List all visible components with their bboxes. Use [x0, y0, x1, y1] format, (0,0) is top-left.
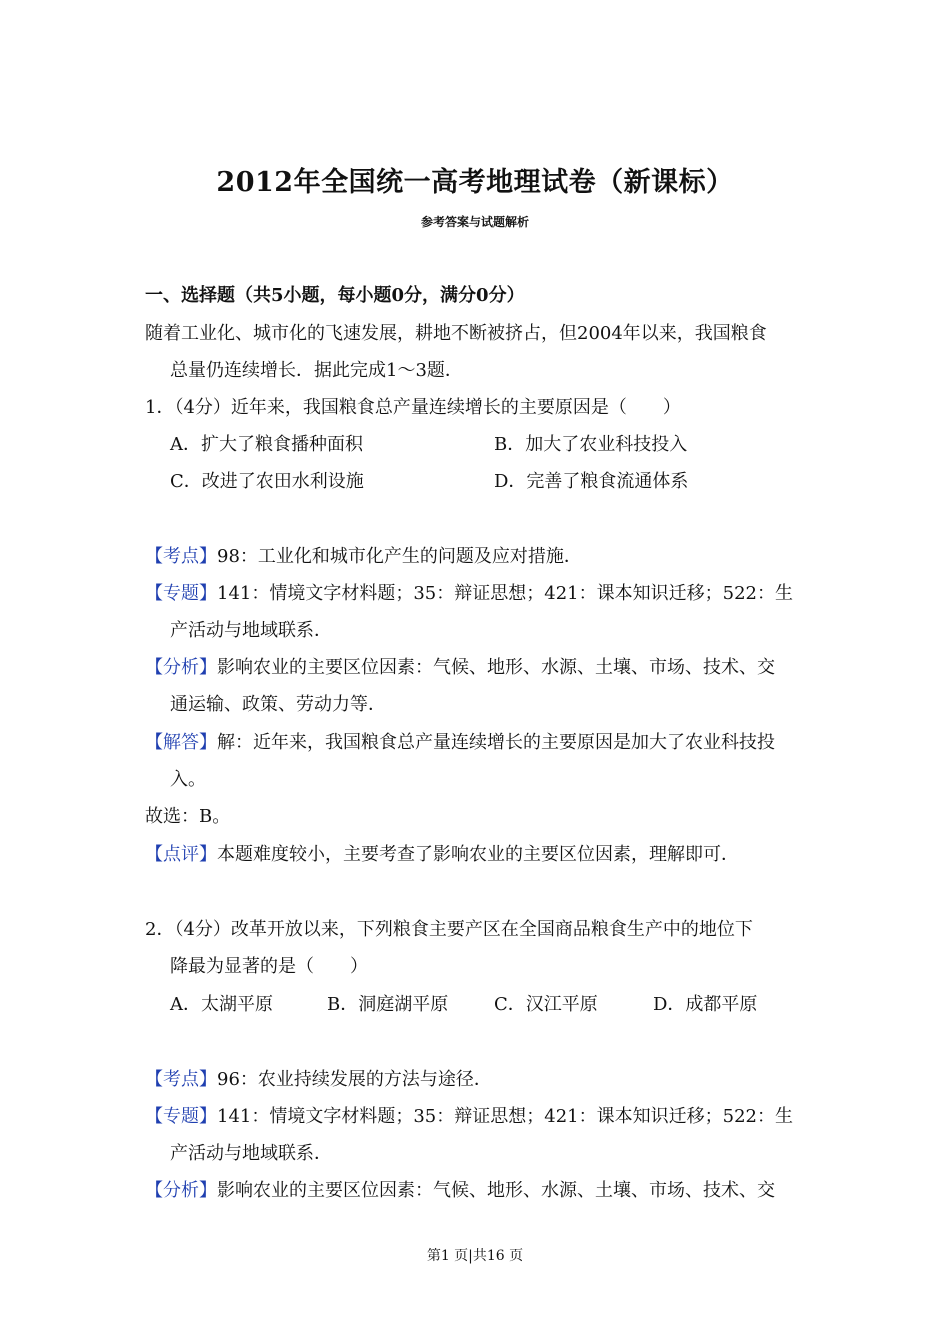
q2-fenxi-line-1: 影响农业的主要区位因素：气候、地形、水源、土壤、市场、技术、交	[217, 1180, 775, 1201]
q1-dianping	[145, 843, 739, 867]
q2-kaodian-text: 96：农业持续发展的方法与途径．	[217, 1069, 492, 1090]
document-title: 2012年全国统一高考地理试卷（新课标）	[216, 167, 734, 198]
q1-fenxi-tag: 【分析】	[145, 657, 217, 678]
q1-fenxi	[145, 656, 775, 680]
q2-option-d: D．成都平原	[653, 994, 758, 1015]
section-heading: 一、选择题（共5小题，每小题0分，满分0分）	[145, 285, 525, 306]
q1-kaodian	[145, 545, 582, 569]
q1-dianping-text: 本题难度较小，主要考查了影响农业的主要区位因素，理解即可．	[217, 844, 739, 865]
q1-jieda	[145, 731, 775, 755]
q2-fenxi	[145, 1179, 775, 1203]
q1-jieda-line-2: 入。	[170, 769, 206, 790]
q2-stem-line-1: 2．（4分）改革开放以来，下列粮食主要产区在全国商品粮食生产中的地位下	[145, 919, 753, 940]
q1-stem: 1．（4分）近年来，我国粮食总产量连续增长的主要原因是（ ）	[145, 397, 681, 418]
page-footer: 第1 页|共16 页	[426, 1248, 524, 1264]
q2-zhuanti-line-1: 141：情境文字材料题；35：辩证思想；421：课本知识迁移；522：生	[217, 1106, 793, 1127]
q1-fenxi-line-1: 影响农业的主要区位因素：气候、地形、水源、土壤、市场、技术、交	[217, 657, 775, 678]
q1-jieda-line-1: 解：近年来，我国粮食总产量连续增长的主要原因是加大了农业科技投	[217, 732, 775, 753]
q2-option-a: A．太湖平原	[170, 994, 273, 1015]
q1-option-d: D．完善了粮食流通体系	[494, 471, 689, 492]
q2-kaodian-tag: 【考点】	[145, 1069, 217, 1090]
q2-option-c: C．汉江平原	[494, 994, 598, 1015]
q1-kaodian-text: 98：工业化和城市化产生的问题及应对措施．	[217, 546, 582, 567]
q2-zhuanti-tag: 【专题】	[145, 1106, 217, 1127]
q1-option-c: C．改进了农田水利设施	[170, 471, 364, 492]
q1-option-b: B．加大了农业科技投入	[494, 434, 688, 455]
document-subtitle: 参考答案与试题解析	[420, 215, 529, 229]
q1-zhuanti	[145, 582, 793, 606]
q1-fenxi-line-2: 通运输、政策、劳动力等．	[170, 694, 386, 715]
intro-line-2: 总量仍连续增长．据此完成1～3题．	[170, 360, 463, 381]
q2-kaodian	[145, 1068, 492, 1092]
q1-kaodian-tag: 【考点】	[145, 546, 217, 567]
q1-option-a: A．扩大了粮食播种面积	[170, 434, 363, 455]
q1-zhuanti-line-2: 产活动与地域联系．	[170, 620, 332, 641]
q2-fenxi-tag: 【分析】	[145, 1180, 217, 1201]
q1-dianping-tag: 【点评】	[145, 844, 217, 865]
q2-zhuanti-line-2: 产活动与地域联系．	[170, 1143, 332, 1164]
q1-guxuan: 故选：B。	[145, 806, 231, 827]
q2-stem-line-2: 降最为显著的是（ ）	[170, 956, 368, 977]
q2-zhuanti	[145, 1105, 793, 1129]
q1-zhuanti-tag: 【专题】	[145, 583, 217, 604]
q2-option-b: B．洞庭湖平原	[327, 994, 449, 1015]
q1-zhuanti-line-1: 141：情境文字材料题；35：辩证思想；421：课本知识迁移；522：生	[217, 583, 793, 604]
q1-jieda-tag: 【解答】	[145, 732, 217, 753]
intro-line-1: 随着工业化、城市化的飞速发展，耕地不断被挤占，但2004年以来，我国粮食	[145, 323, 767, 344]
